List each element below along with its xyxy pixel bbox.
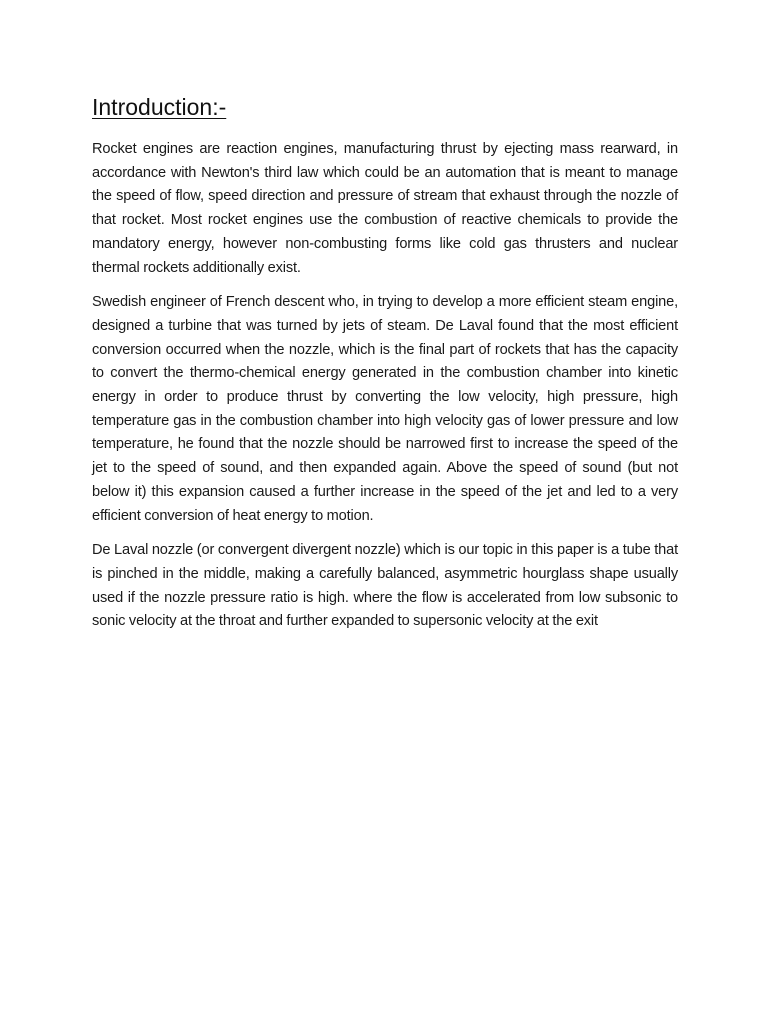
paragraph-de-laval-history: Swedish engineer of French descent who, in trying to develop a more efficient steam engine, designed a turbine that was turned by jets of steam. De Laval found that the most efficient conversion occurred when the nozzle, which is the final part of rockets that has the capacity to convert the thermo-chemical energy generated in the combustion chamber into kinetic energy in order to produce thrust by converting the low velocity, high pressure, high temperature gas in the combustion chamber into high velocity gas of lower pressure and low temperature, he found that the nozzle should be narrowed first to increase the speed of the jet to the speed of sound, and then expanded again. Above the speed of sound (but not below it) this expansion caused a further increase in the speed of the jet and led to a very efficient conversion of heat energy to motion. <box>92 294 678 524</box>
paragraph-rocket-engines: Rocket engines are reaction engines, manufacturing thrust by ejecting mass rearward, in accordance with Newton's third law which could be an automation that is meant to manage the speed of flow, speed direction and pressure of stream that exhaust through the nozzle of that rocket. Most rocket engines use the combustion of reactive chemicals to provide the mandatory energy, however non-combusting forms like cold gas thrusters and nuclear thermal rockets additionally exist. <box>92 141 678 276</box>
paragraph-de-laval-nozzle: De Laval nozzle (or convergent divergent nozzle) which is our topic in this paper is a tube that is pinched in the middle, making a carefully balanced, asymmetric hourglass shape usually used if the nozzle pressure ratio is high. where the flow is accelerated from low subsonic to sonic velocity at the throat and further expanded to supersonic velocity at the exit <box>92 542 678 630</box>
section-heading: Introduction:- <box>92 94 227 120</box>
